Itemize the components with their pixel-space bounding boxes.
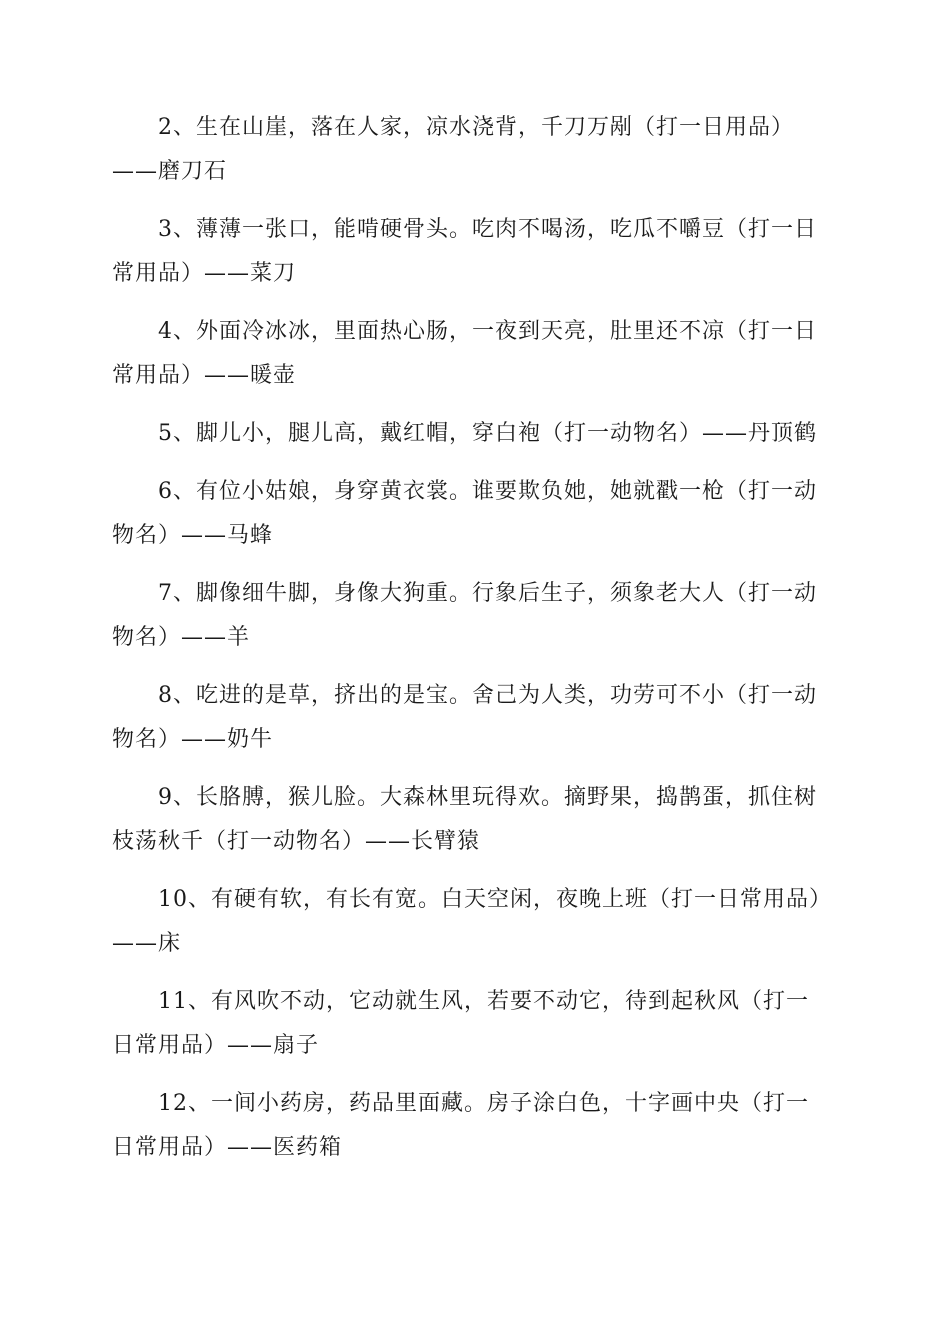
riddle-item: 2、生在山崖，落在人家，凉水浇背，千刀万剐（打一日用品）——磨刀石 [112,115,794,184]
riddle-item: 3、薄薄一张口，能啃硬骨头。吃肉不喝汤，吃瓜不嚼豆（打一日常用品）——菜刀 [112,217,817,286]
riddle-item: 5、脚儿小，腿儿高，戴红帽，穿白袍（打一动物名）——丹顶鹤 [158,421,817,446]
riddle-item: 6、有位小姑娘，身穿黄衣裳。谁要欺负她，她就戳一枪（打一动物名）——马蜂 [112,479,817,548]
riddle-item: 10、有硬有软，有长有宽。白天空闲，夜晚上班（打一日常用品）——床 [112,887,821,956]
riddle-item: 4、外面冷冰冰，里面热心肠，一夜到天亮，肚里还不凉（打一日常用品）——暖壶 [112,319,817,388]
riddle-item: 8、吃进的是草，挤出的是宝。舍己为人类，功劳可不小（打一动物名）——奶牛 [112,683,817,752]
riddle-item: 12、一间小药房，药品里面藏。房子涂白色，十字画中央（打一日常用品）——医药箱 [112,1091,809,1160]
riddle-item: 7、脚像细牛脚，身像大狗重。行象后生子，须象老大人（打一动物名）——羊 [112,581,817,650]
riddle-item: 11、有风吹不动，它动就生风，若要不动它，待到起秋风（打一日常用品）——扇子 [112,989,809,1058]
riddle-list [112,106,830,1184]
riddle-item: 9、长胳膊，猴儿脸。大森林里玩得欢。摘野果，捣鹊蛋，抓住树枝荡秋千（打一动物名）——长臂猿 [112,785,817,854]
